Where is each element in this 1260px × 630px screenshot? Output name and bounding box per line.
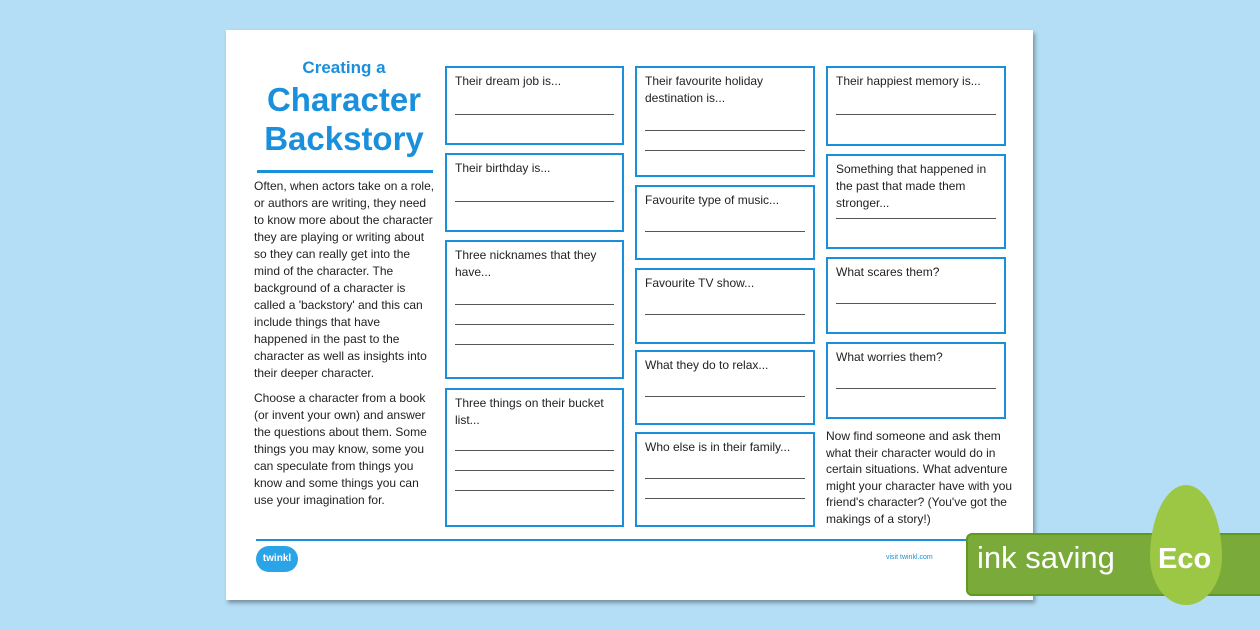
answer-line[interactable]: [645, 150, 805, 151]
question-box: [826, 66, 1006, 146]
answer-line[interactable]: [836, 218, 996, 219]
question-box: [445, 388, 624, 527]
answer-line[interactable]: [645, 498, 805, 499]
question-label: Their dream job is...: [455, 74, 562, 88]
question-label: Favourite type of music...: [645, 193, 780, 207]
question-label: Favourite TV show...: [645, 276, 755, 290]
question-box: [445, 240, 624, 379]
answer-line[interactable]: [455, 114, 614, 115]
question-box: [635, 432, 815, 527]
question-label: Who else is in their family...: [645, 440, 791, 454]
title-rule: [257, 170, 433, 173]
answer-line[interactable]: [455, 470, 614, 471]
answer-line[interactable]: [645, 396, 805, 397]
answer-line[interactable]: [455, 490, 614, 491]
question-label: Their birthday is...: [455, 161, 551, 175]
question-box: [635, 350, 815, 425]
answer-line[interactable]: [455, 344, 614, 345]
answer-line[interactable]: [455, 201, 614, 202]
answer-line[interactable]: [645, 130, 805, 131]
footer-rule: [256, 539, 1006, 541]
answer-line[interactable]: [645, 314, 805, 315]
eco-label: Eco: [1158, 543, 1212, 575]
question-label: Their happiest memory is...: [836, 74, 981, 88]
question-label: What worries them?: [836, 350, 943, 364]
question-label: What they do to relax...: [645, 358, 769, 372]
question-label: What scares them?: [836, 265, 940, 279]
answer-line[interactable]: [645, 231, 805, 232]
title-line-3: Backstory: [264, 120, 424, 157]
visit-link[interactable]: visit twinkl.com: [886, 554, 933, 561]
intro-paragraph: Choose a character from a book (or invent your own) and answer the questions about them. Some things you may know, some you can speculate from things you know and some things you can use your imagination for.: [254, 391, 427, 507]
answer-line[interactable]: [836, 388, 996, 389]
answer-line[interactable]: [455, 450, 614, 451]
title-line-1: Creating a: [302, 58, 386, 77]
answer-line[interactable]: [836, 114, 996, 115]
answer-line[interactable]: [455, 324, 614, 325]
question-label: Three things on their bucket list...: [455, 396, 604, 427]
question-label: Something that happened in the past that made them stronger...: [836, 162, 987, 210]
twinkl-logo: twinkl: [256, 546, 298, 572]
title-main: [226, 80, 462, 158]
question-label: Three nicknames that they have...: [455, 248, 597, 279]
ink-saving-label: ink saving: [977, 540, 1115, 575]
title-line-2: Character: [266, 81, 422, 118]
question-box: [826, 257, 1006, 334]
question-box: [635, 185, 815, 260]
closing-text: Now find someone and ask them what their character would do in certain situations. What adventure might your character have with you friend's character? (You've got the makings of a story!): [826, 429, 1013, 526]
question-box: [826, 154, 1006, 249]
question-box: [635, 66, 815, 177]
question-box: [635, 268, 815, 344]
question-box: [826, 342, 1006, 419]
intro-paragraph: Often, when actors take on a role, or authors are writing, they need to know more about the character they are playing or writing about so they can really get into the mind of the character. The background of a character is called a 'backstory' and this can include things that have happened in the past to the character as well as insights into their deeper character.: [254, 179, 435, 380]
question-box: [445, 66, 624, 145]
intro-text: [254, 178, 436, 517]
answer-line[interactable]: [836, 303, 996, 304]
answer-line[interactable]: [455, 304, 614, 305]
question-label: Their favourite holiday destination is...: [645, 74, 764, 105]
worksheet-page: [226, 30, 1033, 600]
question-box: [445, 153, 624, 232]
answer-line[interactable]: [645, 478, 805, 479]
